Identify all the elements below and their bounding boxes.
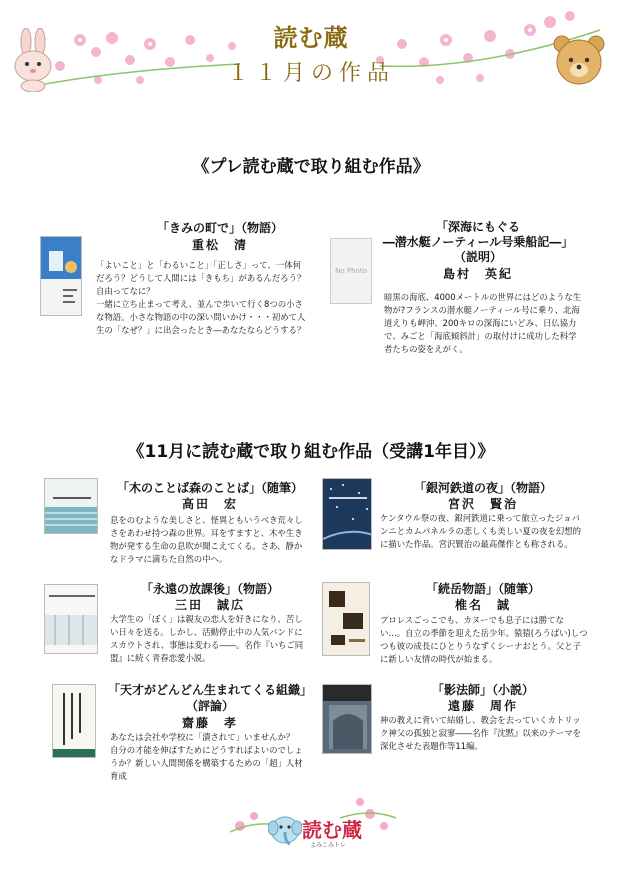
book-description: 暗黒の海底、4000メートルの世界にはどのような生物が?フランスの潜水艇ノーティール号に乗り、北海道えりも岬沖、200キロの深海にいどみ、日仏協力で、みごと「海底傾斜計」の取付けに成功した科学者たちの姿をえがく。 [384, 292, 582, 354]
book-description: 「よいこと」と「わるいこと」「正しさ」って、一体何だろう？どうして人間には「きもち」があるんだろう？ 自由ってなに？ 一緒に立ち止まって考え、並んで歩いて行く8つの小さな物語。小さな物語の中の深い問いかけ・・・初めて人生の「なぜ？」に出会ったとき―あなたならどうする？ [96, 260, 306, 335]
site-title: 読む蔵 [273, 24, 349, 52]
footer-logo [220, 788, 400, 858]
book-cover [322, 684, 372, 754]
section-title-pre: 《プレ読む蔵で取り組む作品》 [192, 157, 430, 177]
book-cover [44, 584, 98, 654]
book-title: 「木のことば森のことば」（随筆） [116, 481, 304, 495]
cover-illustration [323, 583, 370, 656]
book-cover-placeholder: No Photo [330, 238, 372, 304]
cover-illustration [45, 479, 98, 534]
elephant-mascot-icon [268, 810, 302, 850]
book-description: プロレスごっこでも、カヌーでも息子には勝てない…。自立の季節を迎えた岳少年。猿猿(ろうばい)しつつも彼の成長にひとりうなずくシーナおとう。父と子に新しい友情の時代が始まる。 [380, 615, 588, 664]
book-cover [322, 478, 372, 550]
book-author: 遠藤 周作 [447, 699, 518, 713]
book-title: 「天才がどんどん生まれてくる組織」 [107, 683, 312, 697]
book-cover [40, 236, 82, 316]
cover-illustration [53, 685, 96, 758]
section-title-november: 《11月に読む蔵で取り組む作品（受講1年目）》 [127, 442, 495, 462]
book-title: 「きみの町で」（物語） [156, 221, 284, 235]
book-author: 宮沢 賢治 [447, 497, 518, 511]
cover-illustration [323, 685, 372, 754]
book-title: 「永遠の放課後」（物語） [140, 582, 280, 596]
footer-logo-subtext: よみこみトレ [310, 842, 347, 849]
book-author: 重松 清 [191, 238, 248, 252]
book-title: 「続岳物語」（随筆） [425, 582, 541, 596]
book-author: 高田 宏 [181, 497, 238, 511]
month-title: １１月の作品 [226, 61, 395, 86]
book-cover [322, 582, 370, 656]
book-title: 「影法師」（小説） [431, 683, 535, 697]
book-cover [44, 478, 98, 534]
cover-illustration [41, 237, 82, 316]
book-description: 大学生の「ぼく」は親友の恋人を好きになり、苦しい日々を送る。しかし、活動停止中の人気バンドにスカウトされ、事態は変わる――。名作『いちご同盟』に続く青春恋愛小説。 [110, 614, 304, 663]
book-author: 三田 誠広 [174, 598, 245, 612]
book-description: あなたは会社や学校に「潰されて」いませんか？ 自分の才能を伸ばすためにどうすればよいのでしょうか？新しい人間関係を構築するための「超」人材育成 [110, 732, 303, 781]
book-cover [52, 684, 96, 758]
book-genre: （評論） [185, 699, 234, 713]
book-author: 椎名 誠 [454, 598, 511, 612]
book-title: 「銀河鉄道の夜」（物語） [413, 481, 553, 495]
book-author: 齋藤 孝 [181, 716, 238, 730]
book-description: 神の教えに背いて結婚し、教会を去っていくカトリック神父の孤独と寂寥――名作『沈黙』以来のテーマを深化させた表題作等11編。 [380, 715, 581, 751]
book-description: ケンタウル祭の夜、銀河鉄道に乗って旅立ったジョバンニとカムパネルラの悲しくも美しい夏の夜を幻想的に描いた作品。宮沢賢治の最高傑作とも称される。 [380, 513, 581, 549]
book-title-line-1: 「深海にもぐる [435, 220, 520, 234]
cover-illustration [45, 585, 98, 654]
page-header [0, 0, 622, 100]
footer-logo-text: 読む蔵 [302, 818, 362, 842]
cover-illustration [323, 479, 372, 550]
book-author: 島村 英紀 [442, 267, 513, 281]
book-genre: （説明） [453, 250, 502, 264]
book-title-line-2: ―潜水艇ノーティール号乗船記―」 [382, 235, 574, 249]
book-description: 息をのむような美しさと、怪異ともいうべき荒々しさをあわせ持つ森の世界。耳をすますと、木や生き物が発する生命の息吹が聞こえてくる。さあ、静かなドラマに満ちた自然の中へ。 [110, 515, 303, 564]
